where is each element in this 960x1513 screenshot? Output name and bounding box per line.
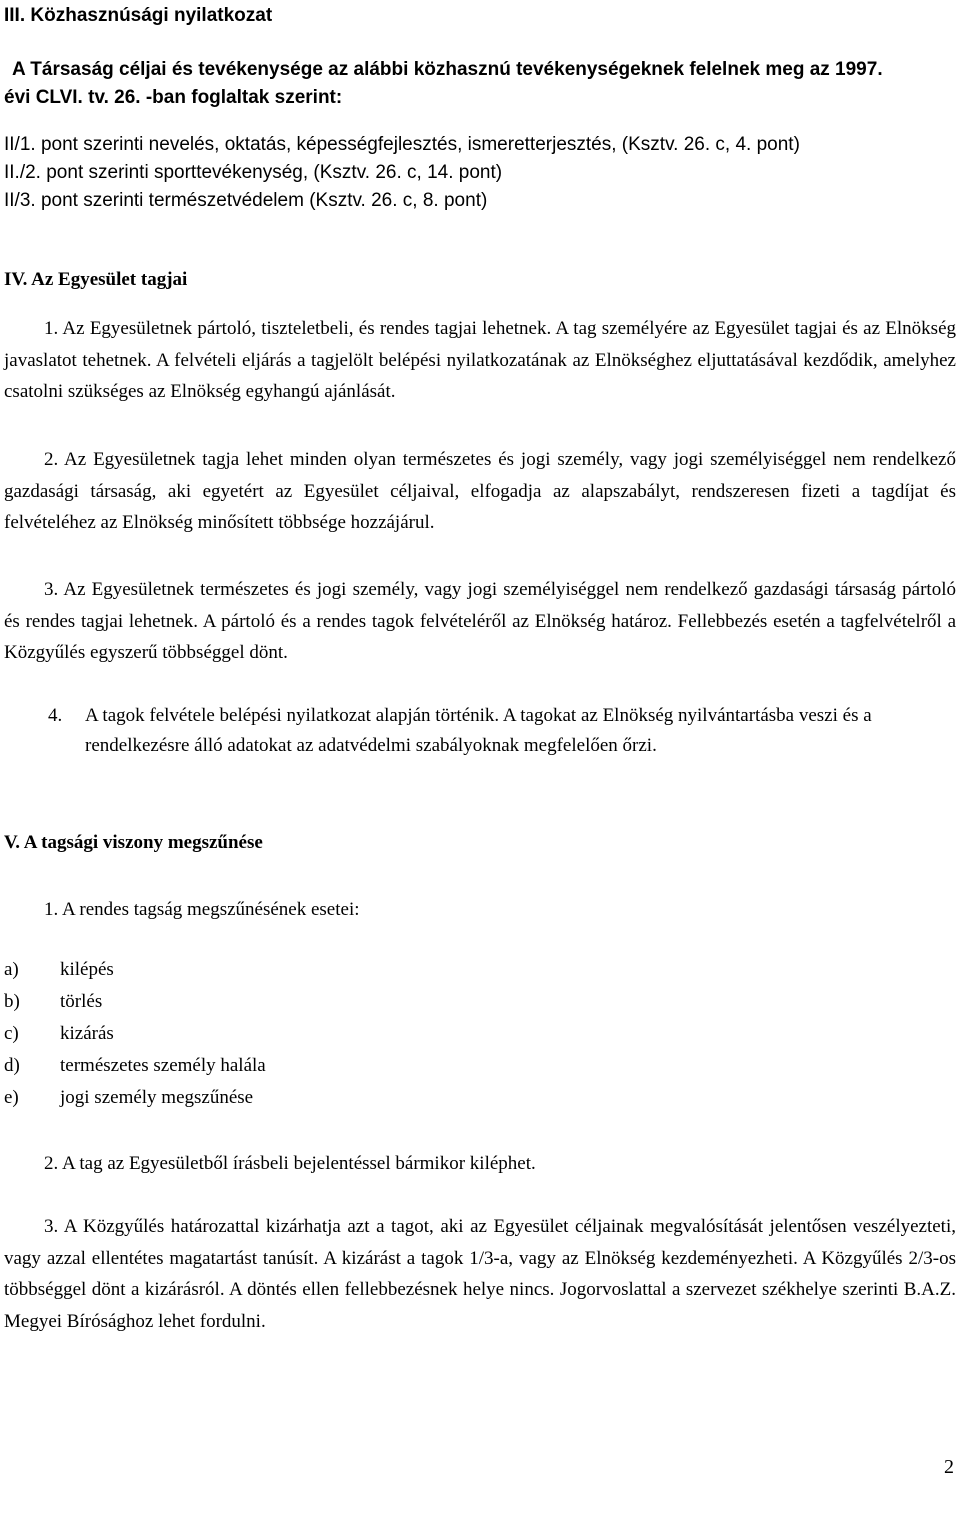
section-3-heading: III. Közhasznúsági nyilatkozat <box>4 5 273 26</box>
list-item-label: b) <box>4 991 20 1012</box>
list-item <box>4 990 102 1014</box>
section-3-point-3: II/3. pont szerinti természetvédelem (Ksztv. 26. c, 8. pont) <box>4 190 488 211</box>
section-3-point-1: II/1. pont szerinti nevelés, oktatás, képességfejlesztés, ismeretterjesztés, (Ksztv. 26. c, 4. pont) <box>4 134 800 155</box>
paragraph-4-number: 4. <box>48 705 63 726</box>
list-item-label: e) <box>4 1087 19 1108</box>
list-item-label: d) <box>4 1055 20 1076</box>
list-item-text: természetes személy halála <box>60 1055 266 1076</box>
section-3-intro-line-2: évi CLVI. tv. 26. -ban foglaltak szerint: <box>4 87 343 108</box>
list-item-text: kizárás <box>60 1023 114 1044</box>
page-number: 2 <box>944 1456 954 1478</box>
list-item <box>4 1054 266 1078</box>
list-item-text: kilépés <box>60 959 114 980</box>
list-item-label: a) <box>4 959 19 980</box>
section-4-paragraph-3: 3. Az Egyesületnek természetes és jogi személy, vagy jogi személyiséggel nem rendelkező gazdasági társaság pártoló és rendes tagjai lehetnek. A pártoló és a rendes tagok felvételéről az Elnökség határoz. Fellebbezés esetén a tagfelvételről a Közgyűlés egyszerű többséggel dönt. <box>4 579 956 663</box>
section-5-paragraph-1: 1. A rendes tagság megszűnésének esetei: <box>44 899 360 920</box>
section-4-paragraph-4 <box>48 701 956 761</box>
list-item <box>4 1022 114 1046</box>
section-5-paragraph-3: 3. A Közgyűlés határozattal kizárhatja azt a tagot, aki az Egyesület céljainak megvalósítását jelentősen veszélyezteti, vagy azzal ellentétes magatartást tanúsít. A kizárást a tagok 1/3-a, vagy az Elnökség kezdeményezheti. A Közgyűlés 2/3-os többséggel dönt a kizárásról. A döntés ellen fellebbezésnek helye nincs. Jogorvoslattal a szervezet székhelye szerinti B.A.Z. Megyei Bírósághoz lehet fordulni. <box>4 1216 956 1332</box>
section-4-heading: IV. Az Egyesület tagjai <box>4 269 188 290</box>
list-item-text: jogi személy megszűnése <box>60 1087 254 1108</box>
paragraph-4-text: A tagok felvétele belépési nyilatkozat alapján történik. A tagokat az Elnökség nyilvántartásba veszi és a rendelkezésre álló adatokat az adatvédelmi szabályoknak megfelelően őrzi. <box>85 705 872 756</box>
section-5-paragraph-2: 2. A tag az Egyesületből írásbeli bejelentéssel bármikor kiléphet. <box>44 1153 536 1174</box>
section-3-intro-line-1: A Társaság céljai és tevékenysége az alábbi közhasznú tevékenységeknek felelnek meg az 1997. <box>12 59 883 80</box>
section-5-heading: V. A tagsági viszony megszűnése <box>4 832 263 853</box>
list-item <box>4 958 114 982</box>
list-item-text: törlés <box>60 991 103 1012</box>
list-item <box>4 1086 253 1110</box>
section-4-paragraph-2: 2. Az Egyesületnek tagja lehet minden olyan természetes és jogi személy, vagy jogi személyiséggel nem rendelkező gazdasági társaság, aki egyetért az Egyesület céljaival, elfogadja az alapszabályt, rendszeresen fizeti a tagdíjat és felvételéhez az Elnökség minősített többsége hozzájárul. <box>4 449 956 533</box>
section-3-point-2: II./2. pont szerinti sporttevékenység, (Ksztv. 26. c, 14. pont) <box>4 162 503 183</box>
section-4-paragraph-1: 1. Az Egyesületnek pártoló, tiszteletbeli, és rendes tagjai lehetnek. A tag személyére az Egyesület tagjai és az Elnökség javaslatot tehetnek. A felvételi eljárás a tagjelölt belépési nyilatkozatának az Elnökséghez eljuttatásával kezdődik, amelyhez csatolni szükséges az Elnökség egyhangú ajánlását. <box>4 318 956 402</box>
list-item-label: c) <box>4 1023 19 1044</box>
